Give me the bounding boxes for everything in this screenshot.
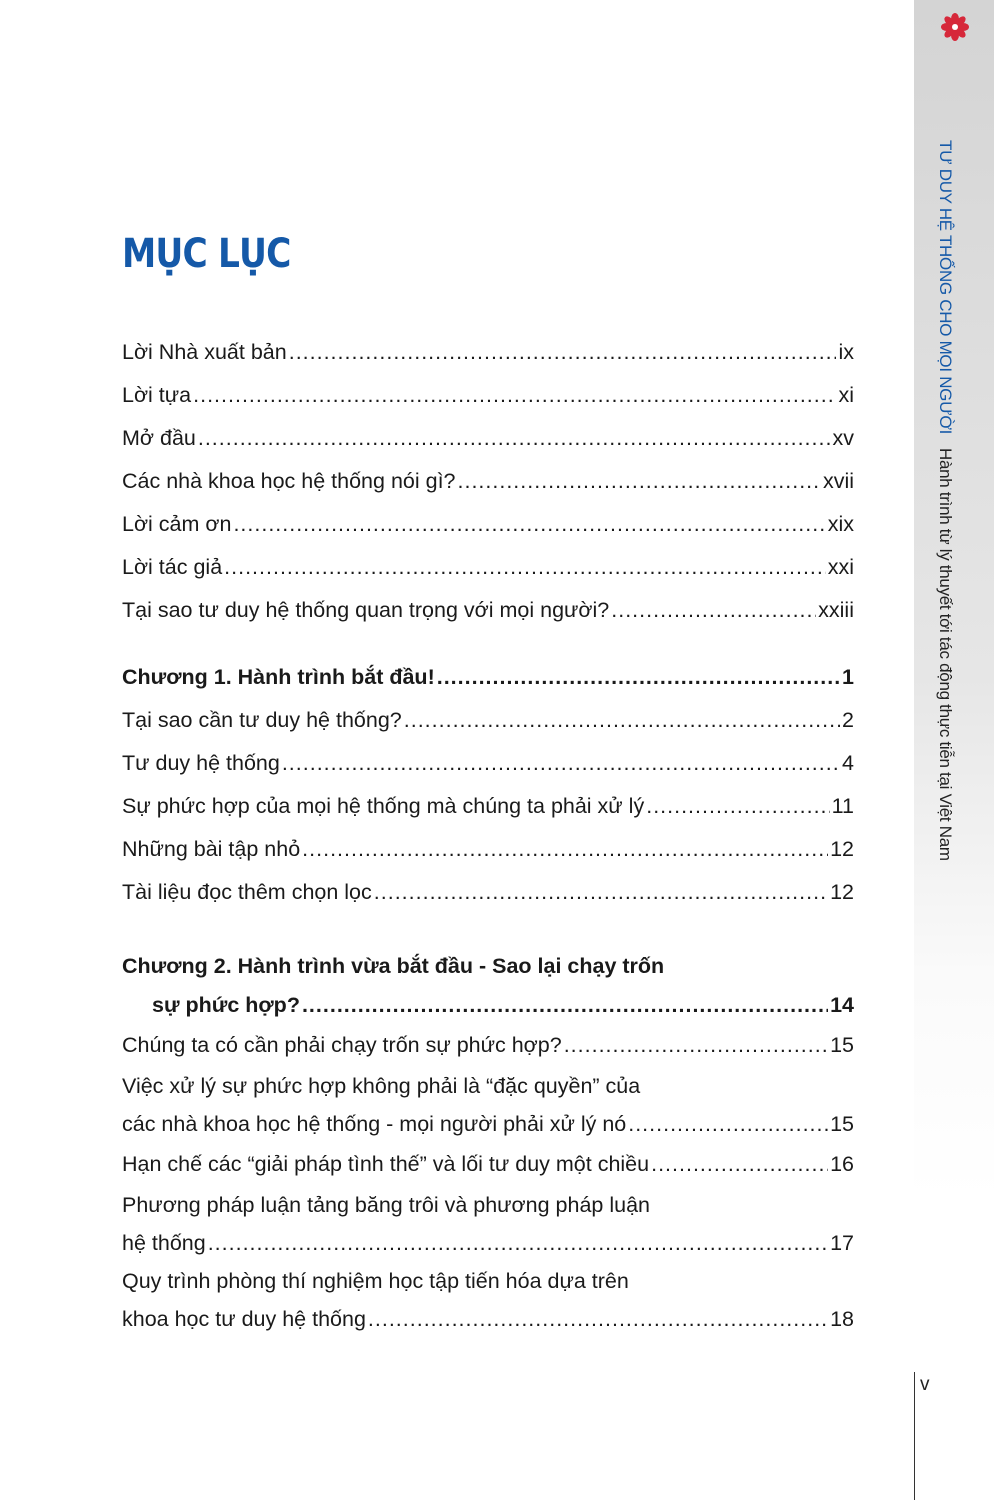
toc-entry-introduction[interactable] [122,417,854,460]
toc-entry-label-line-2: các nhà khoa học hệ thống - mọi người phải xử lý nó [122,1112,627,1136]
page-number: v [920,1374,930,1395]
toc-entry-page: xi [838,383,854,407]
toc-entry-label: Những bài tập nhỏ [122,837,301,861]
toc-entry-page: 4 [842,751,854,775]
toc-entry-complexity[interactable] [122,785,854,828]
dot-leader [302,986,828,1024]
dot-leader [302,828,828,871]
sidebar-divider [914,1372,915,1500]
toc-entry-acknowledgements[interactable] [122,503,854,546]
chapter-title-line-1: Chương 2. Hành trình vừa bắt đầu - Sao lại chạy trốn [122,954,665,978]
toc-entry-page: 12 [830,880,854,904]
table-of-contents [122,331,854,1338]
chapter-title-line-2-row [122,986,854,1024]
toc-entry-label-line-1: Phương pháp luận tảng băng trôi và phương pháp luận [122,1193,650,1217]
toc-entry-label-line-1: Việc xử lý sự phức hợp không phải là “đặc quyền” của [122,1074,641,1098]
toc-entry-page: 12 [830,837,854,861]
toc-entry-why-important[interactable] [122,589,854,632]
toc-entry-label: Tư duy hệ thống [122,751,280,775]
toc-chapter-1[interactable] [122,656,854,699]
toc-entry-page: 15 [830,1112,854,1136]
toc-entry-label: Tại sao tư duy hệ thống quan trọng với mọi người? [122,598,610,622]
running-header [935,140,955,861]
dot-leader [368,1300,828,1338]
toc-entry-label: Hạn chế các “giải pháp tình thế” và lối tư duy một chiều [122,1152,650,1176]
toc-entry-why-systems-thinking[interactable] [122,699,854,742]
dot-leader [437,656,840,699]
dot-leader [651,1143,828,1186]
toc-entry-page: 2 [842,708,854,732]
dot-leader [374,871,828,914]
toc-entry-page: ix [838,340,854,364]
toc-entry-page: xvii [822,469,854,493]
dot-leader [233,503,825,546]
book-title: TƯ DUY HỆ THỐNG CHO MỌI NGƯỜI [936,140,955,435]
toc-entry-run-from-complexity[interactable] [122,1024,854,1067]
toc-chapter-2[interactable] [122,946,854,1024]
dot-leader [611,589,816,632]
chapter-page: 1 [842,665,854,689]
dot-leader [193,374,836,417]
toc-entry-label-line-2: hệ thống [122,1231,206,1255]
toc-entry-quick-fixes[interactable] [122,1143,854,1186]
dot-leader [458,460,821,503]
toc-entry-label: Các nhà khoa học hệ thống nói gì? [122,469,456,493]
dot-leader [198,417,831,460]
toc-entry-learning-lab[interactable] [122,1262,854,1338]
toc-entry-scientists-say[interactable] [122,460,854,503]
dot-leader [282,742,840,785]
publisher-flower-logo-icon [940,12,970,42]
dot-leader [404,699,840,742]
toc-entry-page: 17 [830,1231,854,1255]
toc-entry-iceberg-methodology[interactable] [122,1186,854,1262]
toc-entry-further-reading[interactable] [122,871,854,914]
toc-entry-label: Lời cảm ơn [122,512,232,536]
toc-entry-label: Sự phức hợp của mọi hệ thống mà chúng ta phải xử lý [122,794,645,818]
chapter-title: Chương 1. Hành trình bắt đầu! [122,665,435,689]
dot-leader [208,1224,828,1262]
toc-entry-label: Mở đầu [122,426,196,450]
toc-entry-exercises[interactable] [122,828,854,871]
toc-entry-foreword[interactable] [122,374,854,417]
toc-entry-label: Lời tác giả [122,555,223,579]
toc-entry-row [122,1300,854,1338]
toc-title: MỤC LỤC [122,231,291,277]
toc-entry-row [122,1105,854,1143]
toc-entry-page: 11 [831,794,854,818]
toc-entry-page: 15 [830,1033,854,1057]
toc-entry-label: Tài liệu đọc thêm chọn lọc [122,880,372,904]
toc-entry-author-note[interactable] [122,546,854,589]
toc-entry-systems-thinking[interactable] [122,742,854,785]
toc-entry-page: 18 [830,1307,854,1331]
chapter-title-line-2: sự phức hợp? [152,993,300,1017]
toc-entry-page: xv [832,426,854,450]
toc-entry-label: Lời Nhà xuất bản [122,340,287,364]
dot-leader [628,1105,828,1143]
dot-leader [564,1024,828,1067]
toc-entry-page: 16 [830,1152,854,1176]
dot-leader [646,785,829,828]
toc-entry-label: Lời tựa [122,383,192,407]
toc-entry-label: Chúng ta có cần phải chạy trốn sự phức hợp? [122,1033,562,1057]
dot-leader [289,331,837,374]
dot-leader [224,546,826,589]
toc-entry-label: Tại sao cần tư duy hệ thống? [122,708,402,732]
toc-entry-page: xix [827,512,854,536]
book-subtitle: Hành trình từ lý thuyết tới tác động thực tiễn tại Việt Nam [936,448,955,862]
chapter-page: 14 [830,993,854,1017]
toc-entry-page: xxi [827,555,854,579]
toc-entry-label-line-1: Quy trình phòng thí nghiệm học tập tiến hóa dựa trên [122,1269,629,1293]
toc-entry-complexity-privilege[interactable] [122,1067,854,1143]
toc-entry-row [122,1224,854,1262]
toc-entry-page: xxiii [818,598,854,622]
toc-entry-publisher-note[interactable] [122,331,854,374]
toc-entry-label-line-2: khoa học tư duy hệ thống [122,1307,366,1331]
